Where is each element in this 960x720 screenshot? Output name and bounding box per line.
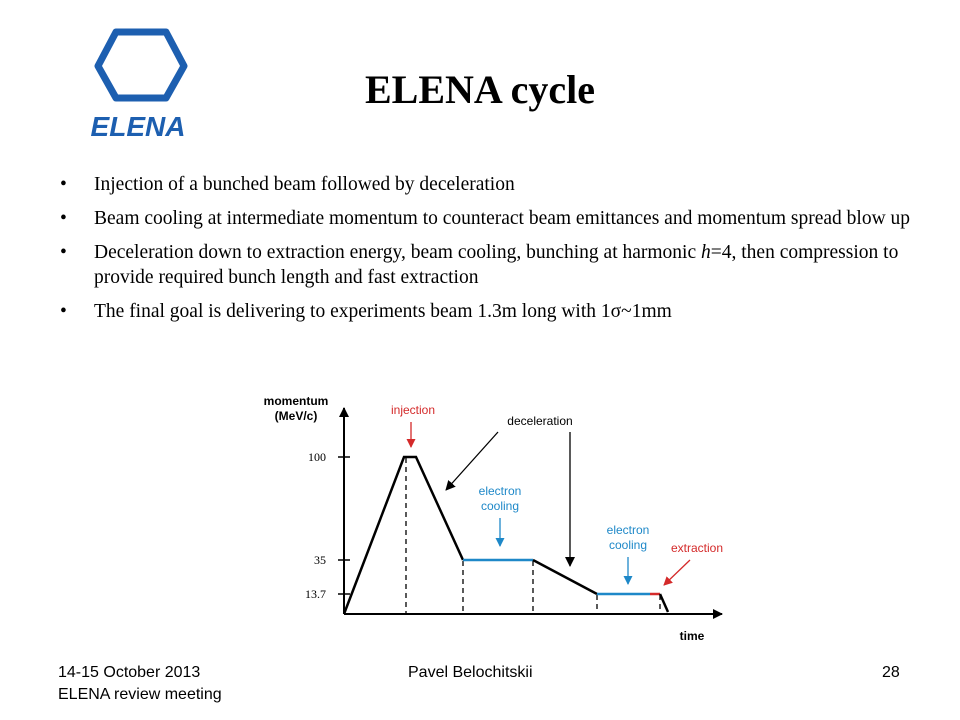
cooling-label-2: electron (606, 523, 650, 537)
footer-date-line: 14-15 October 2013 (58, 664, 201, 681)
deceleration-label: deceleration (507, 414, 573, 428)
injection-label: injection (390, 403, 436, 417)
bullet-item (60, 172, 920, 197)
bullet-text: Beam cooling at intermediate momentum to counteract beam emittances and momentum spread blow up (94, 208, 911, 229)
elena-cycle-diagram (250, 385, 740, 650)
bullet-text: The final goal is delivering to experiments beam 1.3m long with 1σ~1mm (94, 301, 672, 322)
bullet-text: =4, then compression to provide required bunch length and fast extraction (94, 242, 899, 288)
slide-number: 28 (882, 664, 900, 681)
y-tick-label: 13.7 (305, 587, 326, 601)
extraction-label: extraction (670, 541, 724, 555)
cooling-label-2b: cooling (608, 538, 648, 552)
bullet-item (60, 206, 920, 231)
page-title: ELENA cycle (365, 67, 595, 112)
harmonic-symbol: h (701, 242, 711, 263)
y-axis-label: momentum (263, 394, 329, 408)
bullet-text: Injection of a bunched beam followed by deceleration (94, 174, 515, 195)
momentum-profile (344, 457, 463, 614)
y-axis-label-unit: (MeV/c) (274, 409, 318, 423)
logo-text: ELENA (90, 111, 186, 142)
footer-event-line: ELENA review meeting (58, 686, 222, 703)
cooling-label-1b: cooling (480, 499, 520, 513)
bullet-dot: • (60, 242, 67, 263)
y-tick-label: 35 (314, 553, 326, 567)
deceleration-ramp (533, 560, 597, 594)
extraction-arrow (664, 560, 690, 585)
y-tick-label: 100 (308, 450, 326, 464)
bullet-dot: • (60, 301, 67, 322)
bullet-dot: • (60, 174, 67, 195)
bullet-text: Deceleration down to extraction energy, beam cooling, bunching at harmonic (94, 242, 702, 263)
bullet-list (60, 172, 920, 333)
bullet-dot: • (60, 208, 67, 229)
footer-date (58, 662, 222, 706)
extraction-drop (660, 594, 668, 612)
footer-author: Pavel Belochitskii (408, 664, 533, 681)
bullet-item (60, 240, 920, 290)
cooling-label-1: electron (478, 484, 522, 498)
x-axis-label: time (679, 629, 705, 643)
deceleration-arrow-1 (446, 432, 498, 490)
bullet-item (60, 299, 920, 324)
